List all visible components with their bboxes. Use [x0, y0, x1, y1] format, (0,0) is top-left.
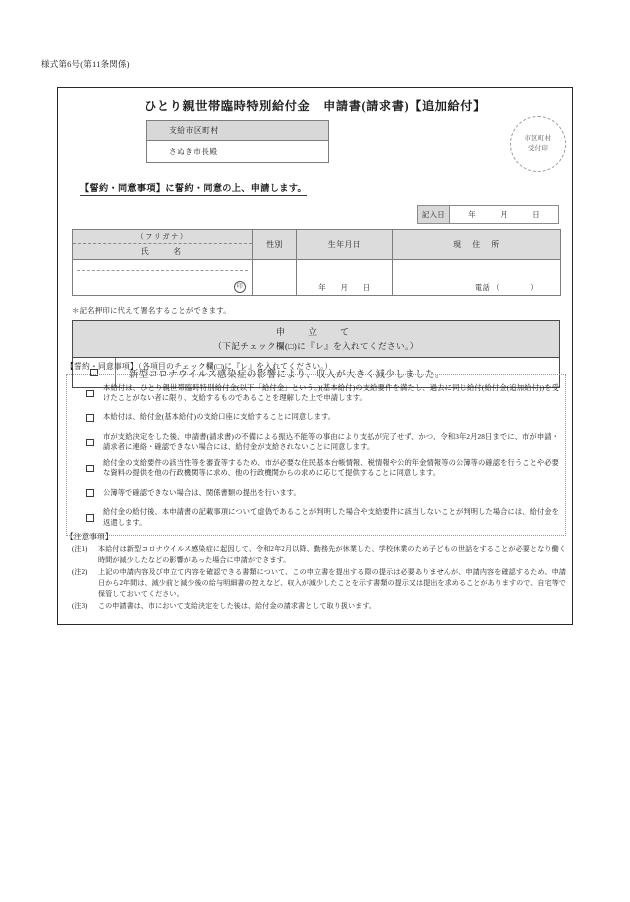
- pledge-checkbox-cell[interactable]: [77, 509, 103, 527]
- checkbox-icon[interactable]: [86, 390, 94, 398]
- note-item: [66, 601, 566, 612]
- entry-date-day-unit: 日: [532, 210, 540, 219]
- header-address-label: 現 住 所: [393, 230, 561, 260]
- note-item: [66, 544, 566, 565]
- entry-date-year-unit: 年: [468, 210, 476, 219]
- notes-heading: 【注意事項】: [66, 532, 113, 541]
- header-name-label: 氏 名: [140, 247, 185, 256]
- declaration-subtitle: （下記チェック欄(□)に『レ』を入れてください。）: [213, 341, 419, 351]
- note-item: [66, 567, 566, 599]
- notes-section: [66, 531, 566, 614]
- dob-month-unit: 月: [340, 283, 349, 292]
- checkbox-icon[interactable]: [86, 489, 94, 497]
- pledge-section-heading: 【誓約・同意事項】（各項目のチェック欄(□)に『レ』を入れてください。）: [66, 362, 333, 371]
- applicant-table: [72, 229, 561, 296]
- checkbox-icon[interactable]: [86, 465, 94, 473]
- dob-input-cell[interactable]: [297, 260, 393, 296]
- pledge-item[interactable]: [67, 406, 565, 429]
- pledge-item[interactable]: [67, 429, 565, 455]
- pledge-checkbox-cell[interactable]: [77, 409, 103, 427]
- pledge-checkbox-cell[interactable]: [77, 433, 103, 451]
- pledge-checkbox-cell[interactable]: [77, 384, 103, 402]
- pledge-item-text: 給付金の給付後、本申請書の記載事項について虚偽であることが判明した場合や支給要件に該当しないことが判明した場合には、給付金を返還します。: [103, 506, 559, 527]
- form-number: 様式第6号(第11条関係): [41, 59, 130, 69]
- receipt-stamp-line1: 市区町村: [524, 135, 552, 143]
- furigana-writing-line: [77, 270, 248, 271]
- entry-date-month-unit: 月: [500, 210, 508, 219]
- page-title: ひとり親世帯臨時特別給付金 申請書(請求書)【追加給付】: [144, 99, 486, 113]
- municipality-block: [146, 120, 329, 163]
- municipality-value: さぬき市長殿: [147, 141, 328, 162]
- dob-day-unit: 日: [362, 283, 371, 292]
- municipality-header-label: 支給市区町村: [147, 121, 328, 141]
- note-text: この申請書は、市において支給決定をした後は、給付金の請求書として取り扱います。: [98, 602, 377, 611]
- dob-year-unit: 年: [318, 283, 327, 292]
- header-gender-label: 性別: [253, 230, 297, 260]
- checkbox-icon[interactable]: [86, 514, 94, 522]
- declaration-title: 申 立 て: [275, 327, 356, 337]
- pledge-item[interactable]: [67, 380, 565, 406]
- seal-substitution-note: ＊記名押印に代えて署名することができます。: [72, 306, 231, 315]
- applicant-table-header-row: [73, 230, 561, 260]
- note-label: (注1): [72, 545, 88, 553]
- entry-date-input[interactable]: [450, 206, 558, 223]
- pledge-lead-text: 【誓約・同意事項】に誓約・同意の上、申請します。: [80, 180, 307, 196]
- note-label: (注3): [72, 602, 88, 611]
- checkbox-icon[interactable]: [86, 439, 94, 447]
- phone-label: 電話: [475, 284, 491, 292]
- pledge-item[interactable]: [67, 455, 565, 481]
- receipt-stamp-line2: 受付印: [527, 145, 549, 152]
- header-name-cell: [73, 230, 253, 260]
- address-input-cell[interactable]: [393, 260, 561, 296]
- pledge-item[interactable]: [67, 481, 565, 504]
- pledge-item[interactable]: [67, 504, 565, 530]
- pledge-item-text: 本給付は、給付金(基本給付)の支給口座に支給することに同意します。: [103, 412, 336, 422]
- pledge-item-text: 給付金の支給要件の該当性等を審査等するため、市が必要な住民基本台帳情報、税情報や公的年金情報等の公簿等の確認を行うことや必要な資料の提供を他の行政機関等に求め、他の行政機関からの求めに応じて提供することに同意します。: [103, 457, 559, 478]
- header-furigana-label: （フリガナ）: [73, 232, 252, 244]
- form-outer-frame: [57, 87, 573, 625]
- declaration-item-text: 新型コロナウイルス感染症の影響により、収入が大きく減少しました。: [129, 368, 445, 379]
- pledge-section-box: [66, 374, 566, 536]
- pledge-item-text: 本給付は、ひとり親世帯臨時特別給付金(以下「給付金」という。)(基本給付)の支給要件を満たし、過去に同じ給付(給付金(追加給付))を受けたことがない者に限り、支給するものであることを理解した上で申請します。: [103, 382, 559, 403]
- phone-paren-close: ）: [530, 284, 538, 292]
- name-input-cell[interactable]: [73, 260, 253, 296]
- note-label: (注2): [72, 568, 88, 577]
- declaration-header: [73, 321, 559, 358]
- pledge-checkbox-cell[interactable]: [77, 459, 103, 477]
- entry-date-row: [417, 205, 559, 224]
- checkbox-icon[interactable]: [86, 414, 94, 422]
- entry-date-label: 記入日: [418, 206, 450, 223]
- phone-paren-open: （: [492, 284, 500, 292]
- receipt-stamp-circle: [510, 116, 566, 172]
- gender-input-cell[interactable]: [253, 260, 297, 296]
- note-text: 上記の申請内容及び申立て内容を確認できる書類について、この申立書を提出する際の提示は必要ありませんが、申請内容を確認するため、申請日から2年間は、減少前と減少後の給与明細書の控えなど、収入が減少したことを示す書類の提示又は提出を求めることがありますので、自宅等で保管しておいてください。: [98, 568, 566, 598]
- applicant-table-value-row: [73, 260, 561, 296]
- note-text: 本給付は新型コロナウイルス感染症に起因して、令和2年2月以降、勤務先が休業した、学校休業のため子どもの世話をすることが必要となり働く時間が減少したなどの影響があった場合に申請ができます。: [98, 545, 566, 564]
- pledge-item-text: 公簿等で確認できない場合は、関係書類の提出を行います。: [103, 487, 301, 497]
- pledge-item-text: 市が支給決定をした後、申請書(請求書)の不備による振込不能等の事由により支払が完了せず、かつ、令和3年2月28日までに、市が申請・請求者に連絡・確認できない場合には、給付金が支給されないことに同意します。: [103, 431, 559, 452]
- pledge-checkbox-cell[interactable]: [77, 484, 103, 502]
- header-dob-label: 生年月日: [297, 230, 393, 260]
- seal-icon: 印: [234, 281, 246, 293]
